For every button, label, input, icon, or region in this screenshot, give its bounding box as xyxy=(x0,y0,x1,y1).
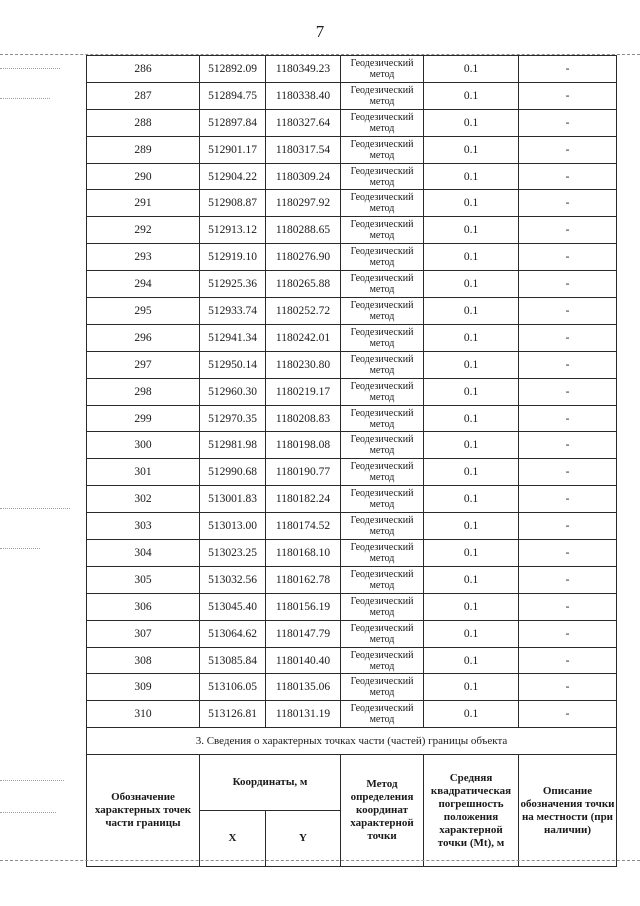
point-number-cell: 308 xyxy=(87,647,200,674)
error-cell: 0.1 xyxy=(424,351,519,378)
x-coordinate-cell: 512894.75 xyxy=(200,82,266,109)
y-coordinate-cell: 1180156.19 xyxy=(266,593,341,620)
point-number-cell: 290 xyxy=(87,163,200,190)
description-cell: - xyxy=(519,432,617,459)
header-coordinates: Координаты, м xyxy=(200,755,341,811)
table-row xyxy=(87,432,617,459)
x-coordinate-cell: 513045.40 xyxy=(200,593,266,620)
method-cell: Геодезический метод xyxy=(341,109,424,136)
method-cell: Геодезический метод xyxy=(341,674,424,701)
x-coordinate-cell: 512933.74 xyxy=(200,298,266,325)
margin-mark xyxy=(0,548,40,549)
method-cell: Геодезический метод xyxy=(341,82,424,109)
margin-mark xyxy=(0,68,60,69)
y-coordinate-cell: 1180131.19 xyxy=(266,701,341,728)
error-cell: 0.1 xyxy=(424,82,519,109)
y-coordinate-cell: 1180190.77 xyxy=(266,459,341,486)
x-coordinate-cell: 513013.00 xyxy=(200,513,266,540)
y-coordinate-cell: 1180219.17 xyxy=(266,378,341,405)
method-cell: Геодезический метод xyxy=(341,566,424,593)
point-number-cell: 300 xyxy=(87,432,200,459)
x-coordinate-cell: 513032.56 xyxy=(200,566,266,593)
method-cell: Геодезический метод xyxy=(341,244,424,271)
y-coordinate-cell: 1180265.88 xyxy=(266,271,341,298)
x-coordinate-cell: 512892.09 xyxy=(200,56,266,83)
table-row xyxy=(87,324,617,351)
method-cell: Геодезический метод xyxy=(341,540,424,567)
x-coordinate-cell: 512925.36 xyxy=(200,271,266,298)
description-cell: - xyxy=(519,56,617,83)
method-cell: Геодезический метод xyxy=(341,486,424,513)
description-cell: - xyxy=(519,82,617,109)
table-row xyxy=(87,566,617,593)
table-row xyxy=(87,405,617,432)
x-coordinate-cell: 512990.68 xyxy=(200,459,266,486)
description-cell: - xyxy=(519,620,617,647)
page-number: 7 xyxy=(315,22,325,41)
error-cell: 0.1 xyxy=(424,620,519,647)
table-row xyxy=(87,540,617,567)
description-cell: - xyxy=(519,674,617,701)
description-cell: - xyxy=(519,540,617,567)
description-cell: - xyxy=(519,486,617,513)
table-row xyxy=(87,217,617,244)
error-cell: 0.1 xyxy=(424,163,519,190)
description-cell: - xyxy=(519,298,617,325)
x-coordinate-cell: 512950.14 xyxy=(200,351,266,378)
margin-mark xyxy=(0,812,56,813)
y-coordinate-cell: 1180297.92 xyxy=(266,190,341,217)
y-coordinate-cell: 1180182.24 xyxy=(266,486,341,513)
method-cell: Геодезический метод xyxy=(341,432,424,459)
description-cell: - xyxy=(519,217,617,244)
method-cell: Геодезический метод xyxy=(341,56,424,83)
error-cell: 0.1 xyxy=(424,109,519,136)
table-row xyxy=(87,136,617,163)
y-coordinate-cell: 1180327.64 xyxy=(266,109,341,136)
point-number-cell: 296 xyxy=(87,324,200,351)
header-mean-square-error: Средняя квадратическая погрешность положения характерной точки (Mt), м xyxy=(424,755,519,867)
method-cell: Геодезический метод xyxy=(341,701,424,728)
point-number-cell: 306 xyxy=(87,593,200,620)
x-coordinate-cell: 512919.10 xyxy=(200,244,266,271)
point-number-cell: 298 xyxy=(87,378,200,405)
error-cell: 0.1 xyxy=(424,298,519,325)
method-cell: Геодезический метод xyxy=(341,620,424,647)
point-number-cell: 292 xyxy=(87,217,200,244)
method-cell: Геодезический метод xyxy=(341,163,424,190)
description-cell: - xyxy=(519,324,617,351)
y-coordinate-cell: 1180198.08 xyxy=(266,432,341,459)
method-cell: Геодезический метод xyxy=(341,351,424,378)
description-cell: - xyxy=(519,244,617,271)
description-cell: - xyxy=(519,109,617,136)
description-cell: - xyxy=(519,190,617,217)
description-cell: - xyxy=(519,647,617,674)
error-cell: 0.1 xyxy=(424,593,519,620)
point-number-cell: 305 xyxy=(87,566,200,593)
error-cell: 0.1 xyxy=(424,566,519,593)
method-cell: Геодезический метод xyxy=(341,378,424,405)
y-coordinate-cell: 1180276.90 xyxy=(266,244,341,271)
table-row xyxy=(87,674,617,701)
y-coordinate-cell: 1180288.65 xyxy=(266,217,341,244)
x-coordinate-cell: 512897.84 xyxy=(200,109,266,136)
table-row xyxy=(87,56,617,83)
method-cell: Геодезический метод xyxy=(341,459,424,486)
table-row xyxy=(87,271,617,298)
coordinates-table-body xyxy=(87,56,617,728)
point-number-cell: 291 xyxy=(87,190,200,217)
error-cell: 0.1 xyxy=(424,271,519,298)
description-cell: - xyxy=(519,378,617,405)
section-title: 3. Сведения о характерных точках части (частей) границы объекта xyxy=(87,728,617,755)
description-cell: - xyxy=(519,459,617,486)
error-cell: 0.1 xyxy=(424,190,519,217)
description-cell: - xyxy=(519,271,617,298)
header-method: Метод определения координат характерной точки xyxy=(341,755,424,867)
table-row xyxy=(87,298,617,325)
x-coordinate-cell: 513126.81 xyxy=(200,701,266,728)
x-coordinate-cell: 512904.22 xyxy=(200,163,266,190)
error-cell: 0.1 xyxy=(424,324,519,351)
y-coordinate-cell: 1180168.10 xyxy=(266,540,341,567)
table-row xyxy=(87,190,617,217)
y-coordinate-cell: 1180135.06 xyxy=(266,674,341,701)
margin-mark xyxy=(0,508,70,509)
margin-mark xyxy=(0,780,64,781)
point-number-cell: 309 xyxy=(87,674,200,701)
method-cell: Геодезический метод xyxy=(341,271,424,298)
x-coordinate-cell: 513085.84 xyxy=(200,647,266,674)
header-point-designation: Обозначение характерных точек части границы xyxy=(87,755,200,867)
x-coordinate-cell: 512970.35 xyxy=(200,405,266,432)
table-row xyxy=(87,378,617,405)
x-coordinate-cell: 512960.30 xyxy=(200,378,266,405)
table-row xyxy=(87,620,617,647)
table-row xyxy=(87,244,617,271)
error-cell: 0.1 xyxy=(424,701,519,728)
point-number-cell: 286 xyxy=(87,56,200,83)
method-cell: Геодезический метод xyxy=(341,647,424,674)
description-cell: - xyxy=(519,163,617,190)
y-coordinate-cell: 1180317.54 xyxy=(266,136,341,163)
x-coordinate-cell: 513064.62 xyxy=(200,620,266,647)
x-coordinate-cell: 512981.98 xyxy=(200,432,266,459)
y-coordinate-cell: 1180147.79 xyxy=(266,620,341,647)
method-cell: Геодезический метод xyxy=(341,298,424,325)
description-cell: - xyxy=(519,513,617,540)
method-cell: Геодезический метод xyxy=(341,190,424,217)
y-coordinate-cell: 1180338.40 xyxy=(266,82,341,109)
description-cell: - xyxy=(519,593,617,620)
error-cell: 0.1 xyxy=(424,486,519,513)
table-row xyxy=(87,109,617,136)
y-coordinate-cell: 1180252.72 xyxy=(266,298,341,325)
y-coordinate-cell: 1180162.78 xyxy=(266,566,341,593)
table-row xyxy=(87,351,617,378)
point-number-cell: 303 xyxy=(87,513,200,540)
error-cell: 0.1 xyxy=(424,540,519,567)
table-row xyxy=(87,163,617,190)
point-number-cell: 295 xyxy=(87,298,200,325)
description-cell: - xyxy=(519,701,617,728)
error-cell: 0.1 xyxy=(424,405,519,432)
x-coordinate-cell: 513106.05 xyxy=(200,674,266,701)
margin-mark xyxy=(0,98,50,99)
table-row xyxy=(87,701,617,728)
point-number-cell: 310 xyxy=(87,701,200,728)
point-number-cell: 302 xyxy=(87,486,200,513)
y-coordinate-cell: 1180174.52 xyxy=(266,513,341,540)
x-coordinate-cell: 512941.34 xyxy=(200,324,266,351)
point-number-cell: 304 xyxy=(87,540,200,567)
y-coordinate-cell: 1180140.40 xyxy=(266,647,341,674)
error-cell: 0.1 xyxy=(424,136,519,163)
coordinates-table xyxy=(86,55,617,867)
header-y: Y xyxy=(266,811,341,867)
error-cell: 0.1 xyxy=(424,647,519,674)
x-coordinate-cell: 513023.25 xyxy=(200,540,266,567)
error-cell: 0.1 xyxy=(424,513,519,540)
y-coordinate-cell: 1180208.83 xyxy=(266,405,341,432)
method-cell: Геодезический метод xyxy=(341,593,424,620)
point-number-cell: 297 xyxy=(87,351,200,378)
y-coordinate-cell: 1180309.24 xyxy=(266,163,341,190)
error-cell: 0.1 xyxy=(424,56,519,83)
x-coordinate-cell: 512901.17 xyxy=(200,136,266,163)
table-row xyxy=(87,486,617,513)
point-number-cell: 288 xyxy=(87,109,200,136)
table-row xyxy=(87,593,617,620)
table-row xyxy=(87,459,617,486)
method-cell: Геодезический метод xyxy=(341,405,424,432)
method-cell: Геодезический метод xyxy=(341,324,424,351)
error-cell: 0.1 xyxy=(424,432,519,459)
description-cell: - xyxy=(519,136,617,163)
error-cell: 0.1 xyxy=(424,217,519,244)
table-row xyxy=(87,82,617,109)
section-3-block xyxy=(87,728,617,867)
y-coordinate-cell: 1180242.01 xyxy=(266,324,341,351)
x-coordinate-cell: 513001.83 xyxy=(200,486,266,513)
error-cell: 0.1 xyxy=(424,244,519,271)
method-cell: Геодезический метод xyxy=(341,217,424,244)
x-coordinate-cell: 512908.87 xyxy=(200,190,266,217)
method-cell: Геодезический метод xyxy=(341,136,424,163)
y-coordinate-cell: 1180230.80 xyxy=(266,351,341,378)
point-number-cell: 289 xyxy=(87,136,200,163)
point-number-cell: 307 xyxy=(87,620,200,647)
error-cell: 0.1 xyxy=(424,459,519,486)
point-number-cell: 293 xyxy=(87,244,200,271)
bottom-divider xyxy=(0,860,640,861)
error-cell: 0.1 xyxy=(424,674,519,701)
description-cell: - xyxy=(519,566,617,593)
x-coordinate-cell: 512913.12 xyxy=(200,217,266,244)
description-cell: - xyxy=(519,351,617,378)
header-description: Описание обозначения точки на местности (при наличии) xyxy=(519,755,617,867)
point-number-cell: 301 xyxy=(87,459,200,486)
point-number-cell: 299 xyxy=(87,405,200,432)
y-coordinate-cell: 1180349.23 xyxy=(266,56,341,83)
header-x: X xyxy=(200,811,266,867)
table-row xyxy=(87,513,617,540)
point-number-cell: 294 xyxy=(87,271,200,298)
description-cell: - xyxy=(519,405,617,432)
point-number-cell: 287 xyxy=(87,82,200,109)
method-cell: Геодезический метод xyxy=(341,513,424,540)
table-row xyxy=(87,647,617,674)
error-cell: 0.1 xyxy=(424,378,519,405)
